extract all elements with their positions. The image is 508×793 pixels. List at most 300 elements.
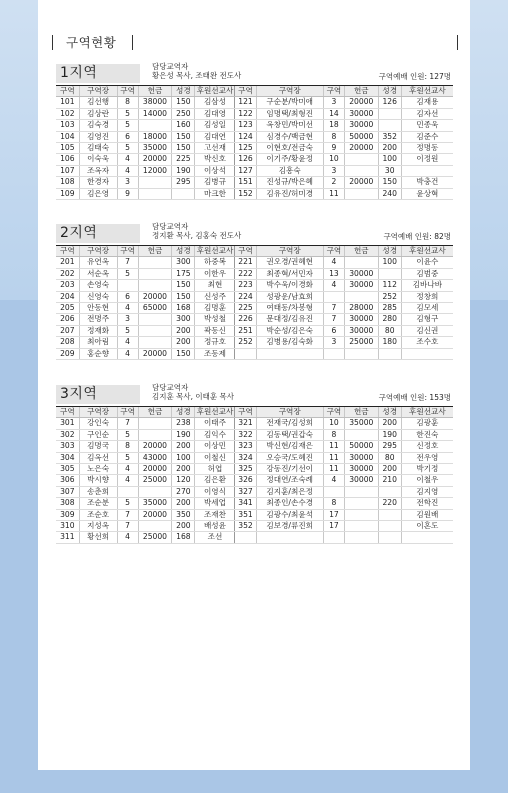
table-cell: 윤상혁 xyxy=(401,188,453,199)
table-row xyxy=(56,154,453,165)
table-cell: 12000 xyxy=(138,165,172,176)
table-cell: 327 xyxy=(235,486,256,497)
table-cell xyxy=(344,348,378,359)
table-cell: 190 xyxy=(378,429,401,440)
table-cell: 220 xyxy=(378,498,401,509)
table-cell: 18000 xyxy=(138,131,172,142)
table-cell xyxy=(138,418,172,429)
table-cell: 서순옥 xyxy=(79,268,117,279)
table-cell xyxy=(401,165,453,176)
table-cell: 323 xyxy=(235,441,256,452)
table-cell: 박세업 xyxy=(195,498,235,509)
table-cell xyxy=(378,509,401,520)
table-cell: 송춘희 xyxy=(79,486,117,497)
table-row xyxy=(56,337,453,348)
table-cell: 10 xyxy=(323,418,344,429)
table-cell xyxy=(344,429,378,440)
table-cell: 222 xyxy=(235,268,256,279)
table-cell: 50000 xyxy=(344,131,378,142)
table-cell: 302 xyxy=(56,429,79,440)
table-cell: 김대영 xyxy=(195,108,235,119)
table-cell: 4 xyxy=(117,154,138,165)
column-header: 헌금 xyxy=(344,86,378,97)
table-cell xyxy=(138,486,172,497)
table-cell: 200 xyxy=(172,498,195,509)
table-row xyxy=(56,143,453,154)
column-header: 구역장 xyxy=(256,86,323,97)
table-cell: 103 xyxy=(56,120,79,131)
table-cell: 150 xyxy=(172,348,195,359)
table-cell xyxy=(138,337,172,348)
table-cell: 205 xyxy=(56,303,79,314)
table-cell: 5 xyxy=(117,429,138,440)
table-cell: 30000 xyxy=(344,452,378,463)
table-cell: 5 xyxy=(117,325,138,336)
table-cell: 강동진/기선이 xyxy=(256,464,323,475)
column-header: 구역 xyxy=(323,86,344,97)
region-pastors: 담당교역자 정지환 목사, 김홍숙 전도사 xyxy=(152,222,242,240)
table-cell: 이철우 xyxy=(401,475,453,486)
table-cell: 5 xyxy=(117,498,138,509)
table-cell: 221 xyxy=(235,257,256,268)
table-cell: 18 xyxy=(323,120,344,131)
table-cell: 190 xyxy=(172,165,195,176)
table-row xyxy=(56,188,453,199)
table-cell: 223 xyxy=(235,280,256,291)
table-cell: 김영진 xyxy=(79,131,117,142)
table-cell: 김은환 xyxy=(195,475,235,486)
table-cell: 209 xyxy=(56,348,79,359)
table-cell: 20000 xyxy=(138,348,172,359)
table-cell: 112 xyxy=(378,280,401,291)
table-cell: 30000 xyxy=(344,325,378,336)
table-cell: 심경수/백금현 xyxy=(256,131,323,142)
table-cell: 김익수 xyxy=(195,429,235,440)
column-header: 후원선교사 xyxy=(196,407,234,416)
table-cell: 30 xyxy=(378,165,401,176)
table-row xyxy=(56,280,453,291)
table-cell: 한진숙 xyxy=(401,429,453,440)
table-cell: 107 xyxy=(56,165,79,176)
table-cell: 지성옥 xyxy=(79,521,117,532)
table-cell xyxy=(323,291,344,302)
table-cell: 노은숙 xyxy=(79,464,117,475)
table-cell: 박기정 xyxy=(401,464,453,475)
table-cell: 11 xyxy=(323,188,344,199)
table-cell: 6 xyxy=(323,325,344,336)
table-cell: 20000 xyxy=(138,154,172,165)
table-cell: 김원배 xyxy=(401,509,453,520)
region-table xyxy=(56,407,453,544)
table-row xyxy=(56,257,453,268)
table-cell: 35000 xyxy=(344,418,378,429)
table-cell: 박순성/김은숙 xyxy=(256,325,323,336)
table-cell: 200 xyxy=(378,418,401,429)
table-cell: 201 xyxy=(56,257,79,268)
column-header: 구역 xyxy=(235,86,256,97)
table-cell: 5 xyxy=(117,452,138,463)
table-cell: 박시향 xyxy=(79,475,117,486)
table-cell: 전우영 xyxy=(401,452,453,463)
table-row xyxy=(56,348,453,359)
table-cell: 306 xyxy=(56,475,79,486)
table-cell: 13 xyxy=(323,268,344,279)
table-row xyxy=(56,97,453,108)
table-cell: 308 xyxy=(56,498,79,509)
table-cell: 이정원 xyxy=(401,154,453,165)
table-cell: 127 xyxy=(235,165,256,176)
table-cell: 김자선 xyxy=(401,108,453,119)
table-cell: 4 xyxy=(117,303,138,314)
table-cell: 225 xyxy=(172,154,195,165)
table-cell: 108 xyxy=(56,177,79,188)
table-cell: 38000 xyxy=(138,97,172,108)
page-header xyxy=(52,33,458,53)
table-cell: 104 xyxy=(56,131,79,142)
table-cell: 조재찬 xyxy=(195,509,235,520)
table-cell: 28000 xyxy=(344,303,378,314)
table-row xyxy=(56,452,453,463)
table-cell: 7 xyxy=(117,418,138,429)
table-cell: 17 xyxy=(323,509,344,520)
table-cell: 238 xyxy=(172,418,195,429)
column-header: 구역 xyxy=(235,246,256,257)
table-cell: 300 xyxy=(172,257,195,268)
table-cell: 310 xyxy=(56,521,79,532)
table-cell xyxy=(344,154,378,165)
table-cell: 226 xyxy=(235,314,256,325)
table-row xyxy=(56,532,453,543)
table-cell xyxy=(344,521,378,532)
table-cell: 20000 xyxy=(138,464,172,475)
table-cell: 김광수/최윤석 xyxy=(256,509,323,520)
table-cell: 151 xyxy=(235,177,256,188)
table-cell: 4 xyxy=(117,532,138,543)
table-cell: 4 xyxy=(323,280,344,291)
table-cell: 240 xyxy=(378,188,401,199)
column-header: 구역 xyxy=(56,246,79,257)
table-cell: 정재화 xyxy=(79,325,117,336)
column-header: 구역장 xyxy=(79,407,117,418)
table-cell: 322 xyxy=(235,429,256,440)
table-cell: 30000 xyxy=(344,314,378,325)
table-cell: 김명국 xyxy=(79,441,117,452)
table-cell: 203 xyxy=(56,280,79,291)
column-header: 구역 xyxy=(117,86,138,97)
table-cell: 4 xyxy=(117,464,138,475)
table-cell: 225 xyxy=(235,303,256,314)
table-cell: 30000 xyxy=(344,464,378,475)
table-cell: 박충건 xyxy=(401,177,453,188)
table-cell xyxy=(138,280,172,291)
table-cell: 280 xyxy=(378,314,401,325)
column-header: 구역 xyxy=(323,246,344,257)
table-cell: 민종욱 xyxy=(401,120,453,131)
table-cell: 14000 xyxy=(138,108,172,119)
table-cell: 175 xyxy=(172,268,195,279)
table-cell: 마크한 xyxy=(195,188,235,199)
table-cell: 이태주 xyxy=(195,418,235,429)
header-bar-right xyxy=(457,35,458,50)
table-cell: 4 xyxy=(323,257,344,268)
table-cell: 100 xyxy=(378,154,401,165)
table-cell: 문대정/김유진 xyxy=(256,314,323,325)
table-cell: 20000 xyxy=(344,97,378,108)
table-cell: 14 xyxy=(323,108,344,119)
table-cell: 252 xyxy=(235,337,256,348)
column-header: 헌금 xyxy=(138,407,172,418)
table-cell: 김병규 xyxy=(195,177,235,188)
table-cell xyxy=(138,521,172,532)
table-cell: 김숙경 xyxy=(79,120,117,131)
column-header: 구역 xyxy=(56,86,79,97)
table-cell: 7 xyxy=(117,257,138,268)
column-header: 성경 xyxy=(172,86,195,97)
table-cell: 이영식 xyxy=(195,486,235,497)
table-cell: 102 xyxy=(56,108,79,119)
table-cell: 20000 xyxy=(138,441,172,452)
column-header: 헌금 xyxy=(138,86,172,97)
table-cell xyxy=(378,120,401,131)
column-header: 후원선교사 xyxy=(401,246,453,257)
table-cell xyxy=(378,348,401,359)
table-cell xyxy=(401,532,453,543)
table-cell: 2 xyxy=(323,177,344,188)
table-cell xyxy=(378,268,401,279)
table-cell xyxy=(378,521,401,532)
table-cell: 4 xyxy=(117,165,138,176)
table-cell xyxy=(138,188,172,199)
column-header: 구역 xyxy=(235,407,256,418)
table-cell: 김선행 xyxy=(79,97,117,108)
table-cell xyxy=(138,429,172,440)
table-cell: 김태숙 xyxy=(79,143,117,154)
table-cell: 이한우 xyxy=(195,268,235,279)
region-count: 구역예배 인원: 82명 xyxy=(383,232,451,241)
table-header-row xyxy=(56,246,453,257)
table-cell: 구인순 xyxy=(79,429,117,440)
table-cell: 307 xyxy=(56,486,79,497)
table-cell: 김병용/김숙화 xyxy=(256,337,323,348)
table-cell: 이윤수 xyxy=(401,257,453,268)
table-cell: 35000 xyxy=(138,498,172,509)
region-table xyxy=(56,86,453,200)
table-cell: 조선 xyxy=(195,532,235,543)
table-cell: 5 xyxy=(117,120,138,131)
table-cell: 301 xyxy=(56,418,79,429)
table-cell: 35000 xyxy=(138,143,172,154)
table-cell: 168 xyxy=(172,532,195,543)
table-cell: 김상란 xyxy=(79,108,117,119)
region-title: 1지역 xyxy=(56,64,140,83)
table-cell: 7 xyxy=(117,509,138,520)
table-cell: 350 xyxy=(172,509,195,520)
table-cell: 285 xyxy=(378,303,401,314)
table-cell: 30000 xyxy=(344,280,378,291)
table-row xyxy=(56,475,453,486)
table-cell: 홍순향 xyxy=(79,348,117,359)
table-cell: 30000 xyxy=(344,120,378,131)
table-cell: 208 xyxy=(56,337,79,348)
table-cell: 5 xyxy=(117,143,138,154)
table-cell: 허엽 xyxy=(195,464,235,475)
table-cell xyxy=(344,291,378,302)
table-cell: 손영숙 xyxy=(79,280,117,291)
table-cell: 352 xyxy=(235,521,256,532)
table-cell: 유연옥 xyxy=(79,257,117,268)
table-cell: 200 xyxy=(172,337,195,348)
table-cell xyxy=(172,188,195,199)
table-cell: 303 xyxy=(56,441,79,452)
table-cell: 20000 xyxy=(344,143,378,154)
page-title: 구역현황 xyxy=(66,35,117,50)
table-cell: 30000 xyxy=(344,268,378,279)
table-cell: 8 xyxy=(323,131,344,142)
table-row xyxy=(56,498,453,509)
table-cell: 126 xyxy=(378,97,401,108)
region-pastors: 담당교역자 황은성 목사, 조태완 전도사 xyxy=(152,62,242,80)
table-cell: 30000 xyxy=(344,108,378,119)
table-cell: 325 xyxy=(235,464,256,475)
table-cell: 4 xyxy=(117,348,138,359)
table-cell: 6 xyxy=(117,131,138,142)
table-cell: 정대연/조숙례 xyxy=(256,475,323,486)
table-cell: 123 xyxy=(235,120,256,131)
table-cell: 7 xyxy=(323,303,344,314)
table-cell xyxy=(323,348,344,359)
table-cell: 3 xyxy=(117,314,138,325)
table-cell: 11 xyxy=(323,441,344,452)
table-cell: 121 xyxy=(235,97,256,108)
table-cell: 321 xyxy=(235,418,256,429)
column-header: 구역장 xyxy=(79,86,117,97)
table-cell: 최종인/손수경 xyxy=(256,498,323,509)
region-title: 3지역 xyxy=(56,385,140,404)
table-cell: 101 xyxy=(56,97,79,108)
table-cell: 106 xyxy=(56,154,79,165)
table-cell: 박수욱/이경화 xyxy=(256,280,323,291)
table-row xyxy=(56,291,453,302)
table-cell: 김재용 xyxy=(401,97,453,108)
column-header: 헌금 xyxy=(344,407,378,418)
table-cell: 295 xyxy=(378,441,401,452)
table-cell: 206 xyxy=(56,314,79,325)
table-cell: 124 xyxy=(235,131,256,142)
table-cell: 252 xyxy=(378,291,401,302)
table-cell: 김명훈 xyxy=(195,303,235,314)
table-cell: 여태동/차봉형 xyxy=(256,303,323,314)
table-cell: 4 xyxy=(323,475,344,486)
table-cell: 109 xyxy=(56,188,79,199)
table-cell: 200 xyxy=(172,325,195,336)
column-header: 구역장 xyxy=(256,407,323,418)
column-header: 구역 xyxy=(117,407,138,418)
table-cell: 김성일 xyxy=(195,120,235,131)
table-cell: 임명택/최형진 xyxy=(256,108,323,119)
table-cell: 152 xyxy=(235,188,256,199)
table-cell: 최아림 xyxy=(79,337,117,348)
table-cell: 105 xyxy=(56,143,79,154)
table-cell: 황선희 xyxy=(79,532,117,543)
table-cell: 박신호 xyxy=(195,154,235,165)
table-cell: 이기주/황윤정 xyxy=(256,154,323,165)
table-cell: 한경자 xyxy=(79,177,117,188)
table-cell: 120 xyxy=(172,475,195,486)
table-cell: 150 xyxy=(172,131,195,142)
column-header: 성경 xyxy=(378,246,401,257)
table-row xyxy=(56,441,453,452)
table-cell: 박성철 xyxy=(195,314,235,325)
table-cell: 신영숙 xyxy=(79,291,117,302)
table-cell: 5 xyxy=(117,108,138,119)
table-cell: 최현 xyxy=(195,280,235,291)
table-cell xyxy=(323,486,344,497)
table-cell: 김광훈 xyxy=(401,418,453,429)
table-cell: 300 xyxy=(172,314,195,325)
region-section-2 xyxy=(56,223,453,360)
table-cell: 옥창민/박미선 xyxy=(256,120,323,131)
table-cell: 180 xyxy=(378,337,401,348)
table-cell: 이혼도 xyxy=(401,521,453,532)
table-cell: 295 xyxy=(172,177,195,188)
table-cell: 배성윤 xyxy=(195,521,235,532)
table-cell: 3 xyxy=(323,165,344,176)
table-cell: 17 xyxy=(323,521,344,532)
table-cell: 125 xyxy=(235,143,256,154)
table-cell: 150 xyxy=(172,143,195,154)
table-cell: 43000 xyxy=(138,452,172,463)
table-cell: 이상석 xyxy=(195,165,235,176)
region-table xyxy=(56,246,453,360)
table-cell: 김동택/권갑숙 xyxy=(256,429,323,440)
table-cell: 김지영 xyxy=(401,486,453,497)
table-cell: 구순분/박미애 xyxy=(256,97,323,108)
table-cell xyxy=(344,509,378,520)
region-pastors: 담당교역자 김지훈 목사, 이태훈 목사 xyxy=(152,383,234,401)
table-cell: 200 xyxy=(172,464,195,475)
table-cell xyxy=(117,486,138,497)
table-cell xyxy=(138,177,172,188)
table-row xyxy=(56,509,453,520)
table-row xyxy=(56,325,453,336)
table-cell: 270 xyxy=(172,486,195,497)
table-cell: 김보경/류진희 xyxy=(256,521,323,532)
table-cell: 정명동 xyxy=(401,143,453,154)
table-cell: 전재국/김성희 xyxy=(256,418,323,429)
table-cell: 3 xyxy=(323,97,344,108)
table-cell: 326 xyxy=(235,475,256,486)
table-cell: 최종혁/서민자 xyxy=(256,268,323,279)
table-cell: 6 xyxy=(117,291,138,302)
table-cell: 김지훈/최은정 xyxy=(256,486,323,497)
table-cell: 9 xyxy=(117,188,138,199)
column-header: 성경 xyxy=(378,86,401,97)
table-cell xyxy=(138,257,172,268)
table-cell: 8 xyxy=(117,441,138,452)
table-cell: 하중복 xyxy=(195,257,235,268)
table-cell: 11 xyxy=(323,452,344,463)
table-row xyxy=(56,521,453,532)
table-cell xyxy=(344,188,378,199)
table-cell: 김대연 xyxy=(195,131,235,142)
table-cell: 정규호 xyxy=(195,337,235,348)
table-cell: 168 xyxy=(172,303,195,314)
table-cell: 김범중 xyxy=(401,268,453,279)
table-cell: 200 xyxy=(172,521,195,532)
table-cell xyxy=(235,348,256,359)
table-cell: 김모세 xyxy=(401,303,453,314)
table-cell: 8 xyxy=(323,498,344,509)
